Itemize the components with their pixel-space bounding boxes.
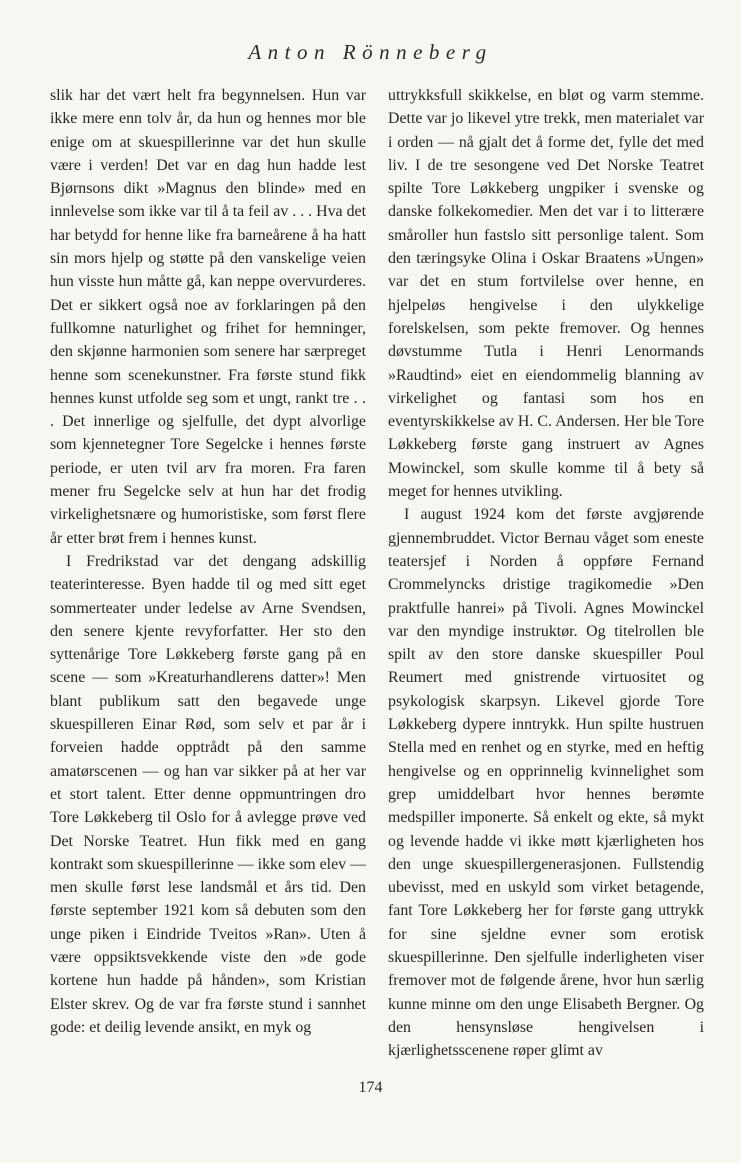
left-column (50, 84, 366, 1039)
paragraph: uttrykksfull skikkelse, en bløt og varm stemme. Dette var jo likevel ytre trekk, men materialet var i orden — nå gjalt det å forme det, fylle det med liv. I de tre sesongene ved Det Norske Teatret spilte Tore Løkkeberg ungpiker i svenske og danske folkekomedier. Men det var i to litterære småroller hun fastslo sitt personlige talent. Som den tæringsyke Olina i Oskar Braatens »Ungen» var det en stum fortvilelse over henne, en hjelpeløs hengivelse i den ulykkelige forelskelsen, som pekte fremover. Og hennes døvstumme Tutla i Henri Lenormands »Raudtind» eiet en eiendommelig blanning av virkelighet og fantasi som hos en eventyrskikkelse av H. C. Andersen. Her ble Tore Løkkeberg første gang instruert av Agnes Mowinckel, som skulle komme til å bety så meget for hennes utvikling. (388, 87, 704, 501)
right-column (388, 84, 704, 1062)
paragraph: slik har det vært helt fra begynnelsen. Hun var ikke mere enn tolv år, da hun og hennes mor ble enige om at skuespillerinne var det hun skulle være i verden! Det var en dag hun hadde lest Bjørnsons dikt »Magnus den blinde» med en innlevelse som ikke var til å ta feil av . . . Hva det har betydd for henne like fra barneårene å ha hatt sin mors hjelp og støtte på den vanskelige veien hun visste hun måtte gå, kan neppe overvurderes. Det er sikkert også noe av forklaringen på den fullkomne naturlighet og frihet for hemninger, den skjønne harmonien som senere har særpreget henne som scenekunstner. Fra første stund fikk hennes kunst utfolde seg som et ungt, rankt tre . . . Det innerlige og sjelfulle, det dypt alvorlige som kjennetegner Tore Segelcke i hennes første periode, er uten tvil arv fra moren. Fra faren mener fru Segelcke selv at hun har det frodig virkelighetsnære og humoristiske, som først flere år etter brøt frem i hennes kunst. (50, 87, 366, 547)
page-number: 174 (358, 1079, 383, 1096)
paragraph: I august 1924 kom det første avgjørende gjennembruddet. Victor Bernau våget som eneste teatersjef i Norden å oppføre Fernand Crommelyncks dristige tragikomedie »Den praktfulle hanrei» på Tivoli. Agnes Mowinckel var den myndige instruktør. Og titelrollen ble spilt av den store danske skuespiller Poul Reumert med gnistrende virtuositet og psykologisk skarpsyn. Likevel gjorde Tore Løkkeberg dypere inntrykk. Hun spilte hustruen Stella med en renhet og en styrke, med en heftig hengivelse og en opprinnelig kvinnelighet som grep umiddelbart hvor hennes berømte medspiller imponerte. Så enkelt og ekte, så mykt og levende hadde vi ikke møtt kjærligheten hos den unge skuespillergenerasjonen. Fullstendig ubevisst, med en uskyld som virket betagende, fant Tore Løkkeberg her for første gang uttrykk for sine sjeldne evner som erotisk skuespillerinne. Den sjelfulle inderligheten viser fremover mot de følgende årene, hvor hun særlig kunne minne om den unge Elisabeth Bergner. Og den hensynsløse hengivelsen i kjærlighetsscenene røper glimt av (388, 506, 704, 1060)
running-head: Anton Rönneberg (248, 40, 493, 64)
paragraph: I Fredrikstad var det dengang adskillig teaterinteresse. Byen hadde til og med sitt eget sommerteater under ledelse av Arne Svendsen, den senere kjente revyforfatter. Her sto den syttenårige Tore Løkkeberg første gang på en scene — som »Kreaturhandlerens datter»! Men blant publikum satt den begavede unge skuespilleren Einar Rød, som selv et par år i forveien hadde opptrådt på den samme amatørscenen — og han var sikker på at her var et stort talent. Etter denne oppmuntringen dro Tore Løkkeberg til Oslo for å avlegge prøve ved Det Norske Teatret. Hun fikk med en gang kontrakt som skuespillerinne — ikke som elev — men skulle først lese landsmål et års tid. Den første september 1921 kom så debuten som den unge piken i Eindride Tveitos »Ran». Uten å være oppsiktsvekkende viste den »de gode kortene hun hadde på hånden», som Kristian Elster skrev. Og de var fra første stund i sannhet gode: et deilig levende ansikt, en myk og (50, 552, 366, 1036)
